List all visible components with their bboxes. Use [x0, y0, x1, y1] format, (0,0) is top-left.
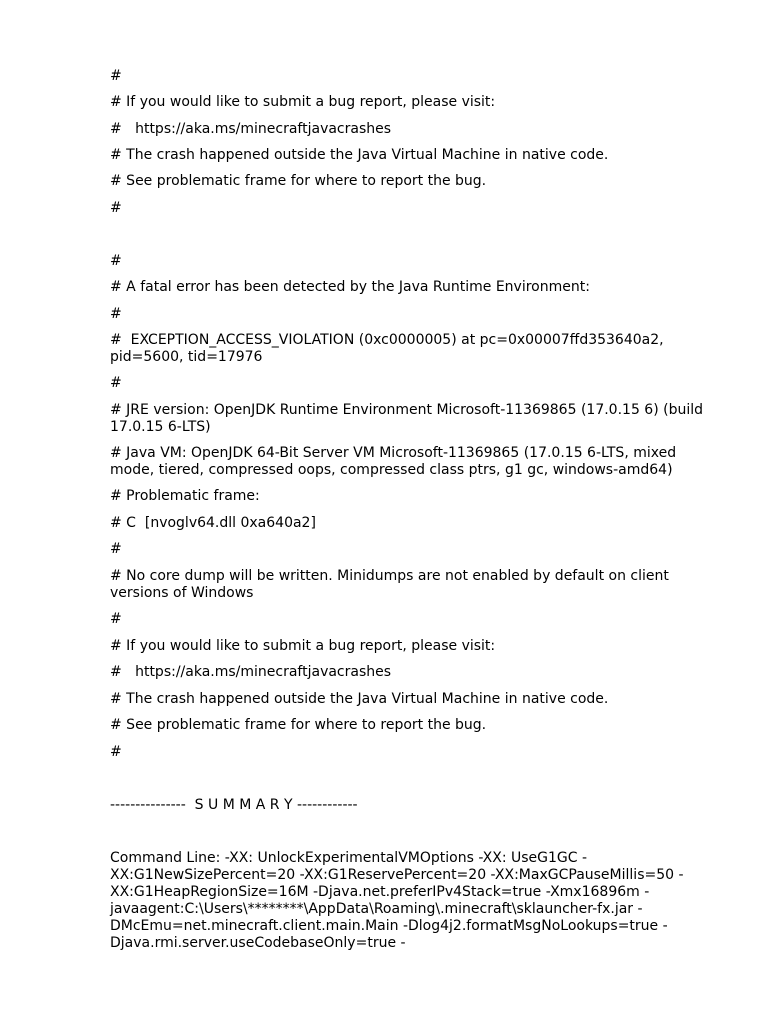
log-line: #	[110, 253, 122, 269]
log-line: #	[110, 68, 122, 84]
log-line: # See problematic frame for where to report the bug.	[110, 717, 487, 733]
command-line-text: Command Line: -XX: UnlockExperimentalVMOptions -XX: UseG1GC -XX:G1NewSizePercent=20 -XX:G1ReservePercent=20 -XX:MaxGCPauseMillis=50 -XX:G1HeapRegionSize=16M -Djava.net.preferIPv4Stack=true -Xmx16896m -javaagent:C:\Users\********\AppData\Roaming\.minecraft\sklauncher-fx.jar -DMcEmu=net.minecraft.client.main.Main -Dlog4j2.formatMsgNoLookups=true -Djava.rmi.server.useCodebaseOnly=true -	[110, 850, 684, 951]
log-line: # Problematic frame:	[110, 488, 260, 504]
log-line: #	[110, 306, 122, 322]
log-line: # https://aka.ms/minecraftjavacrashes	[110, 121, 392, 137]
log-line: # The crash happened outside the Java Virtual Machine in native code.	[110, 147, 609, 163]
log-line: # If you would like to submit a bug report, please visit:	[110, 638, 496, 654]
log-line: #	[110, 375, 122, 391]
log-line: # EXCEPTION_ACCESS_VIOLATION (0xc0000005) at pc=0x00007ffd353640a2, pid=5600, tid=17976	[110, 332, 669, 365]
summary-separator: --------------- S U M M A R Y ------------	[110, 797, 358, 813]
log-line: # See problematic frame for where to report the bug.	[110, 173, 487, 189]
log-line: # https://aka.ms/minecraftjavacrashes	[110, 664, 392, 680]
log-line: # The crash happened outside the Java Virtual Machine in native code.	[110, 691, 609, 707]
log-line: # Java VM: OpenJDK 64-Bit Server VM Microsoft-11369865 (17.0.15 6-LTS, mixed mode, tiered, compressed oops, compressed class ptrs, g1 gc, windows-amd64)	[110, 445, 681, 478]
log-line: # No core dump will be written. Minidumps are not enabled by default on client versions of Windows	[110, 568, 674, 601]
log-line: # JRE version: OpenJDK Runtime Environment Microsoft-11369865 (17.0.15 6) (build 17.0.15 6-LTS)	[110, 402, 708, 435]
log-line: # If you would like to submit a bug report, please visit:	[110, 94, 496, 110]
log-line: #	[110, 541, 122, 557]
log-line: # C [nvoglv64.dll 0xa640a2]	[110, 515, 316, 531]
log-line: #	[110, 744, 122, 760]
log-line: #	[110, 611, 122, 627]
log-line: #	[110, 200, 122, 216]
log-line: # A fatal error has been detected by the Java Runtime Environment:	[110, 279, 590, 295]
